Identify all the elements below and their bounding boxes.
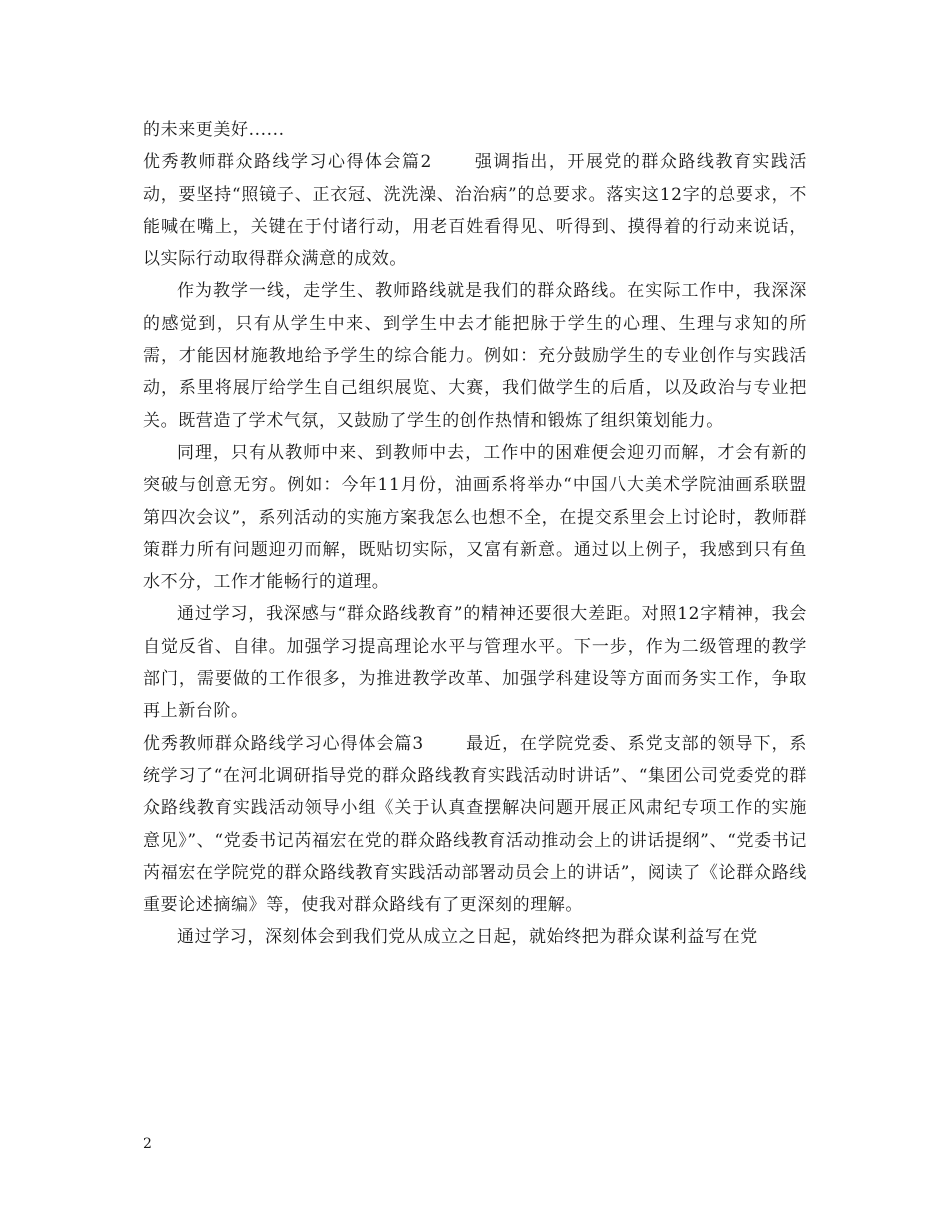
section-2-lead-text: 强调指出，开展党的群众路线教育实践活动，要坚持“照镜子、正衣冠、洗洗澡、治治病”的总要求。落实这12字的总要求，不能喊在嘴上，关键在于付诸行动，用老百姓看得见、听得到、摸得着的行动来说话，以实际行动取得群众满意的成效。: [143, 152, 807, 270]
section-2-heading: 优秀教师群众路线学习心得体会篇2: [143, 152, 432, 173]
page-number: 2: [143, 1136, 152, 1152]
continuation-line: 的未来更美好......: [143, 120, 285, 140]
section-3-paragraph-1: 通过学习，深刻体会到我们党从成立之日起，就始终把为群众谋利益写在党: [177, 927, 758, 948]
section-2-paragraph-2: 同理，只有从教师中来、到教师中去，工作中的困难便会迎刃而解，才会有新的突破与创意无穷。例如：今年11月份，油画系将举办“中国八大美术学院油画系联盟第四次会议”，系列活动的实施方案我怎么也想不全，在提交系里会上讨论时，教师群策群力所有问题迎刃而解，既贴切实际，又富有新意。通过以上例子，我感到只有鱼水不分，工作才能畅行的道理。: [143, 442, 807, 593]
section-3-lead-text: 最近，在学院党委、系党支部的领导下，系统学习了“在河北调研指导党的群众路线教育实践活动时讲话”、“集团公司党委党的群众路线教育实践活动领导小组《关于认真查摆解决问题开展正风肃纪专项工作的实施意见》”、“党委书记芮福宏在党的群众路线教育活动推动会上的讲话提纲”、“党委书记芮福宏在学院党的群众路线教育实践活动部署动员会上的讲话”，阅读了《论群众路线重要论述摘编》等，使我对群众路线有了更深刻的理解。: [143, 733, 807, 916]
section-3-intro: [143, 728, 807, 922]
section-2-paragraph-1: 作为教学一线，走学生、教师路线就是我们的群众路线。在实际工作中，我深深的感觉到，只有从学生中来、到学生中去才能把脉于学生的心理、生理与求知的所需，才能因材施教地给予学生的综合能力。例如：充分鼓励学生的专业创作与实践活动，系里将展厅给学生自己组织展览、大赛，我们做学生的后盾，以及政治与专业把关。既营造了学术气氛，又鼓励了学生的创作热情和锻炼了组织策划能力。: [143, 281, 807, 431]
section-2-intro: [143, 146, 807, 275]
section-2-paragraph-3: 通过学习，我深感与“群众路线教育”的精神还要很大差距。对照12字精神，我会自觉反省、自律。加强学习提高理论水平与管理水平。下一步，作为二级管理的教学部门，需要做的工作很多，为推进教学改革、加强学科建设等方面而务实工作，争取再上新台阶。: [143, 604, 807, 722]
section-3-heading: 优秀教师群众路线学习心得体会篇3: [143, 733, 424, 754]
document-body: [143, 114, 807, 954]
